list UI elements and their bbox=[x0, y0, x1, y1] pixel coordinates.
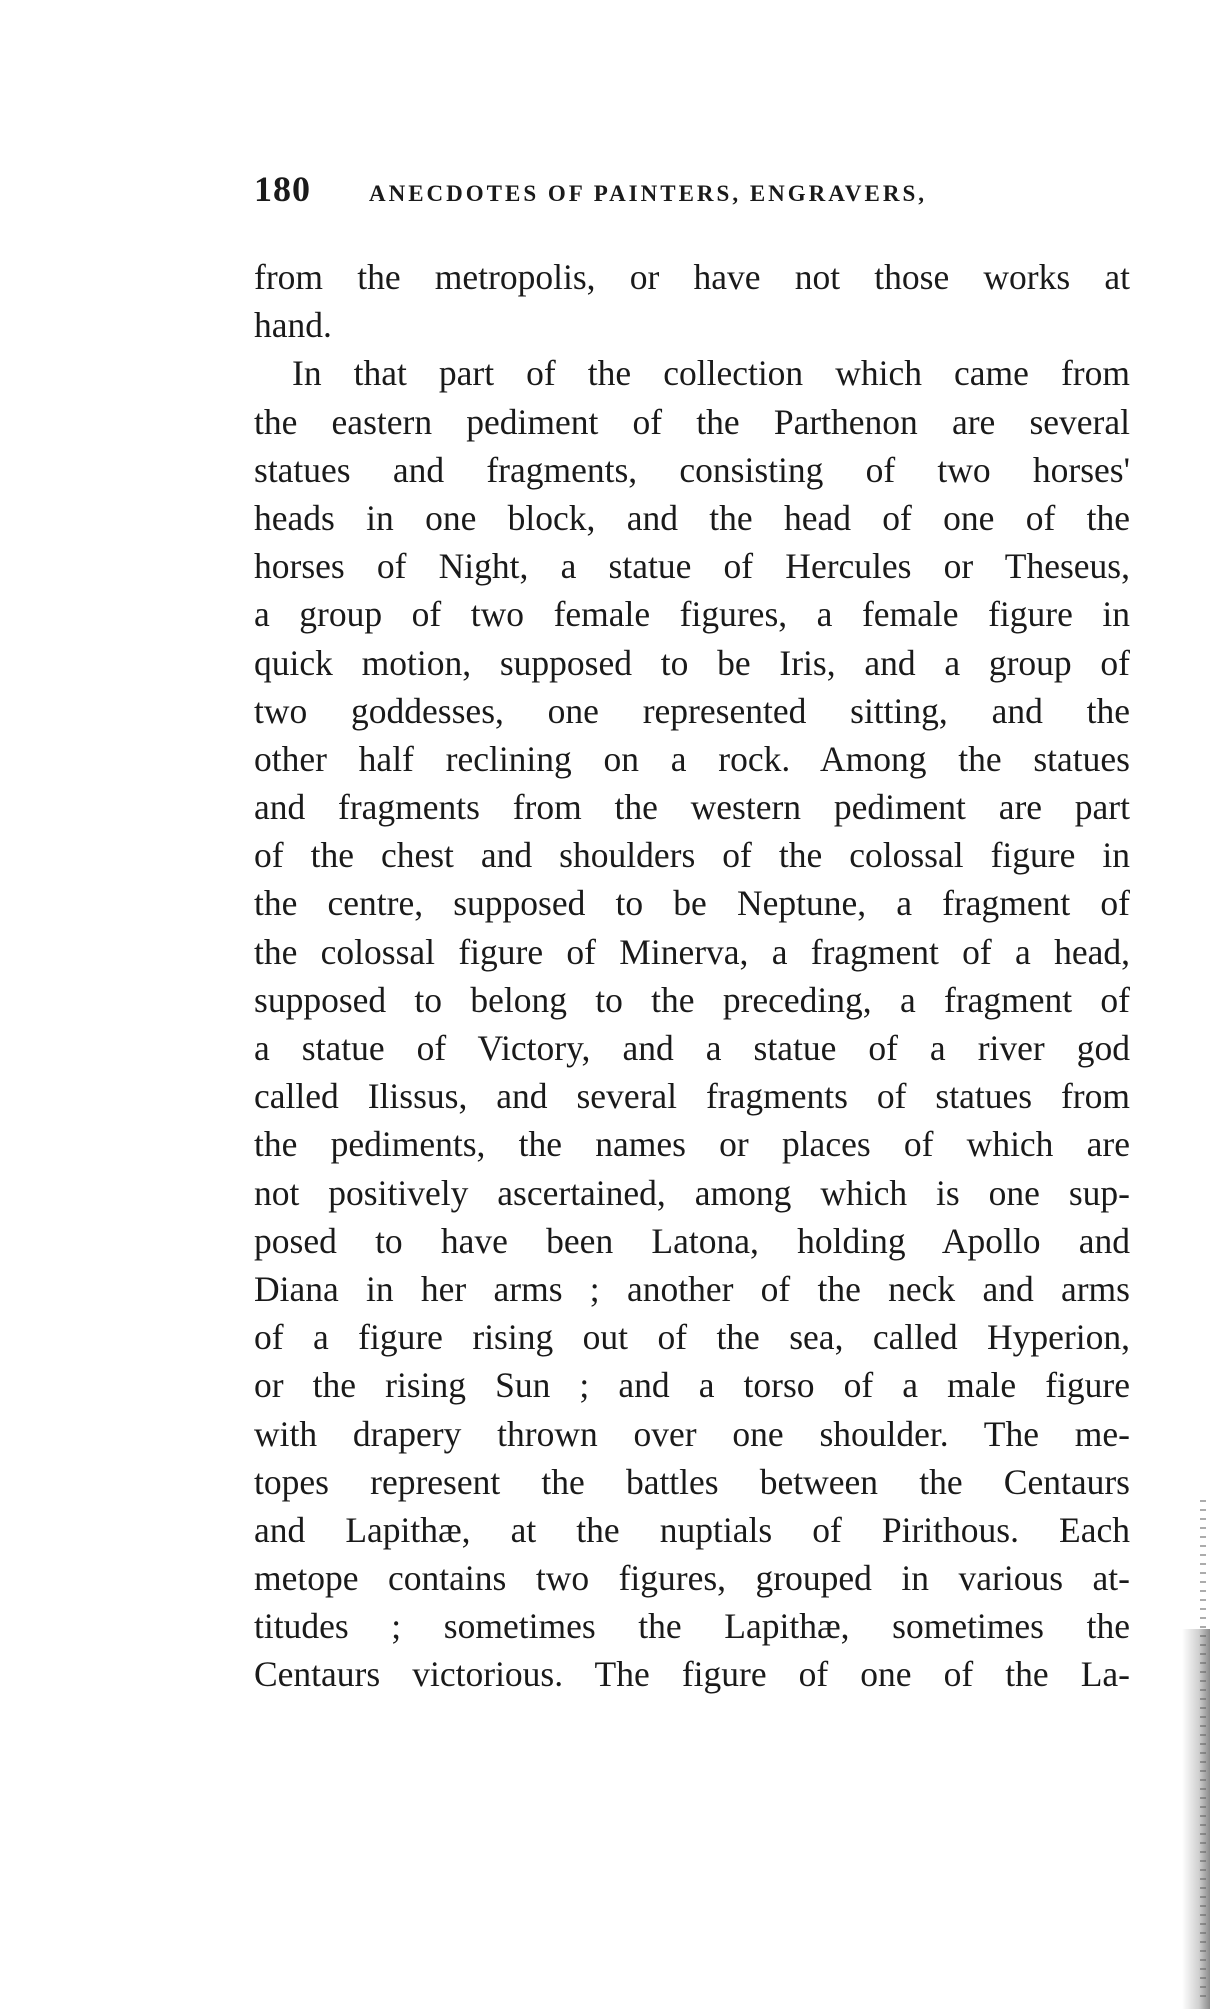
text-line: called Ilissus, and several fragments of statues from bbox=[254, 1076, 1130, 1117]
text-line: In that part of the collection which came from bbox=[292, 353, 1130, 394]
text-line: two goddesses, one represented sitting, and the bbox=[254, 690, 1130, 731]
text-line: with drapery thrown over one shoulder. The me- bbox=[254, 1413, 1130, 1454]
text-line: heads in one block, and the head of one of the bbox=[254, 497, 1130, 538]
text-line: hand. bbox=[254, 305, 332, 346]
text-line: topes represent the battles between the Centaurs bbox=[254, 1461, 1130, 1502]
text-line: metope contains two figures, grouped in various at- bbox=[254, 1558, 1130, 1599]
text-line: posed to have been Latona, holding Apollo and bbox=[254, 1220, 1130, 1261]
text-line: a statue of Victory, and a statue of a river god bbox=[254, 1028, 1130, 1068]
text-line: other half reclining on a rock. Among the statues bbox=[254, 738, 1130, 779]
running-head: ANECDOTES OF PAINTERS, ENGRAVERS, bbox=[369, 181, 928, 206]
text-line: not positively ascertained, among which is one sup- bbox=[254, 1172, 1130, 1213]
text-line: the colossal figure of Minerva, a fragment of a head, bbox=[254, 931, 1130, 972]
text-line: supposed to belong to the preceding, a fragment of bbox=[254, 979, 1130, 1020]
text-line: of the chest and shoulders of the colossal figure in bbox=[254, 835, 1130, 876]
text-line: and Lapithæ, at the nuptials of Pirithous. Each bbox=[254, 1509, 1130, 1550]
paragraph bbox=[254, 349, 1130, 1698]
text-line: the centre, supposed to be Neptune, a fragment of bbox=[254, 883, 1130, 924]
paragraph bbox=[254, 253, 1130, 349]
text-line: titudes ; sometimes the Lapithæ, sometimes the bbox=[254, 1606, 1130, 1647]
text-line: a group of two female figures, a female figure in bbox=[254, 594, 1130, 635]
text-line: of a figure rising out of the sea, called Hyperion, bbox=[254, 1317, 1130, 1358]
page-number: 180 bbox=[254, 169, 311, 209]
text-line: and fragments from the western pediment are part bbox=[254, 787, 1130, 828]
text-line: the pediments, the names or places of which are bbox=[254, 1124, 1130, 1165]
page-edge-speckle bbox=[1200, 1500, 1206, 2000]
text-line: or the rising Sun ; and a torso of a male figure bbox=[254, 1365, 1130, 1406]
text-line: from the metropolis, or have not those works at bbox=[254, 257, 1130, 297]
text-line: Diana in her arms ; another of the neck and arms bbox=[254, 1268, 1130, 1309]
text-line: Centaurs victorious. The figure of one of the La- bbox=[254, 1654, 1130, 1695]
text-line: statues and fragments, consisting of two horses' bbox=[254, 449, 1130, 490]
body-text bbox=[254, 253, 1130, 1699]
text-line: horses of Night, a statue of Hercules or Theseus, bbox=[254, 546, 1130, 587]
text-line: the eastern pediment of the Parthenon are several bbox=[254, 401, 1130, 442]
page-header bbox=[254, 168, 1126, 218]
text-line: quick motion, supposed to be Iris, and a group of bbox=[254, 642, 1130, 683]
